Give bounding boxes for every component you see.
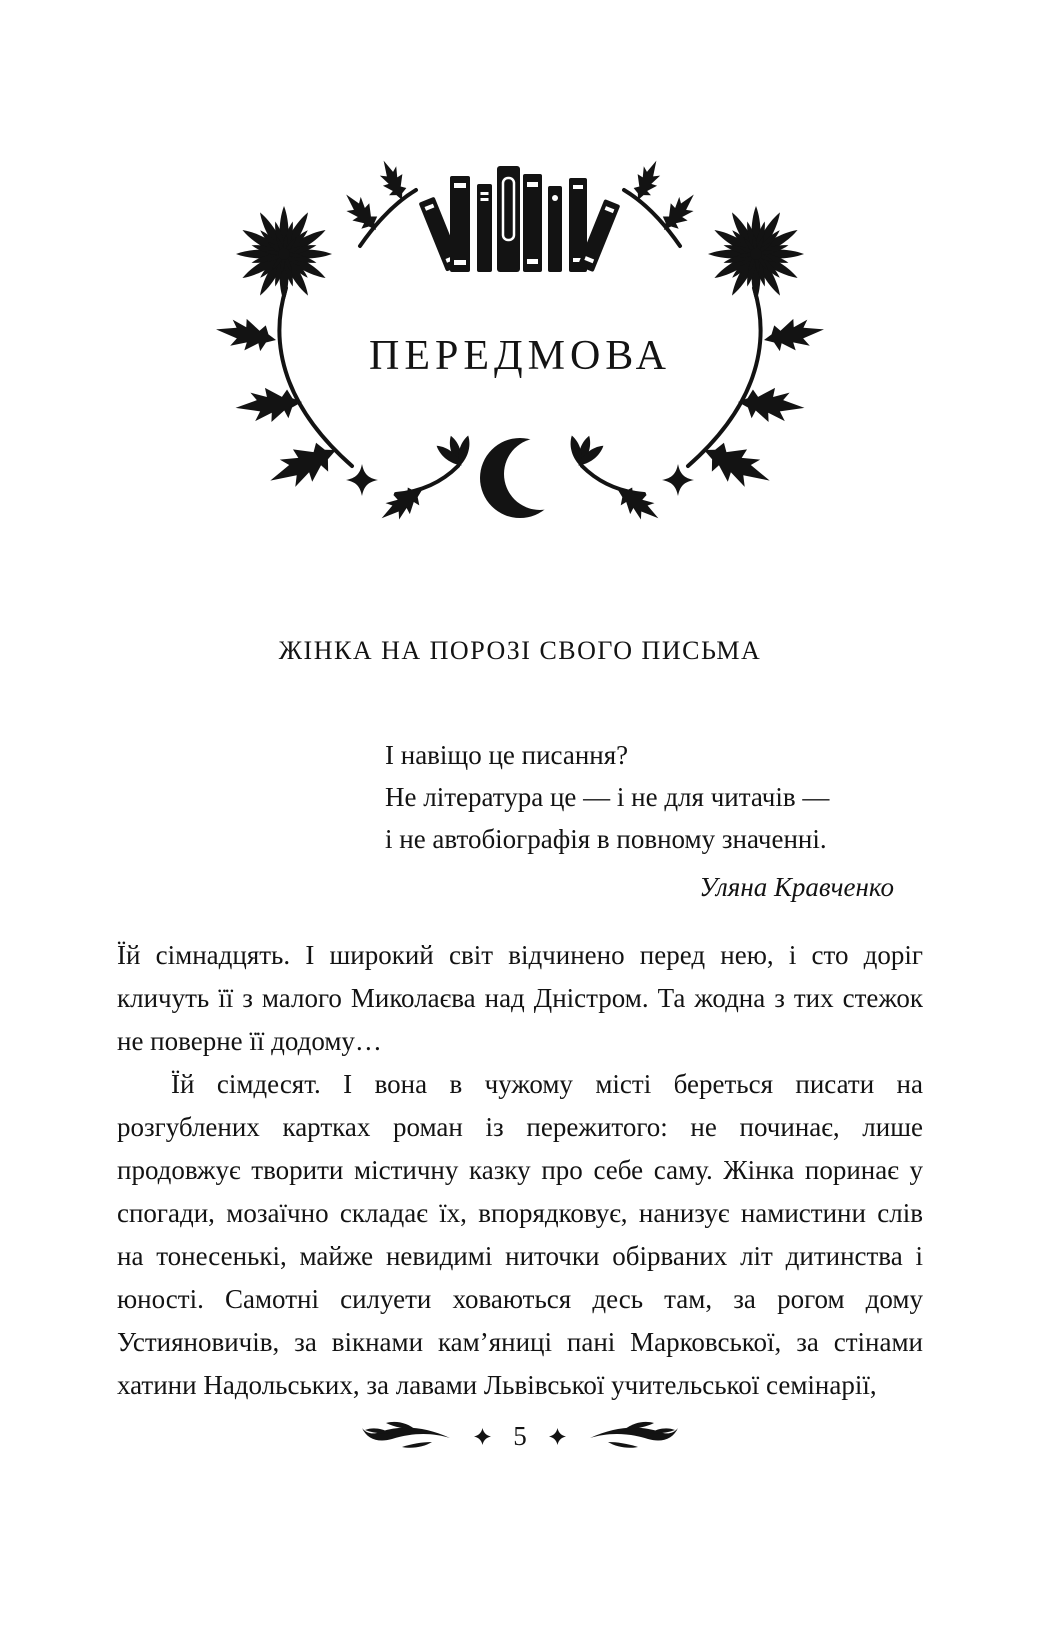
chapter-title: ПЕРЕДМОВА: [368, 333, 672, 379]
page-footer: [0, 1420, 1040, 1452]
leaf-flourish-right-icon: [588, 1420, 678, 1452]
epigraph-attribution: Уляна Кравченко: [699, 872, 894, 902]
body-text: [117, 934, 923, 1407]
epigraph-line-2: Не література це — і не для читачів —: [385, 782, 830, 812]
section-heading: ЖІНКА НА ПОРОЗІ СВОГО ПИСЬМА: [278, 636, 762, 665]
epigraph-line-3: і не автобіографія в повному значенні.: [385, 824, 827, 854]
page-number: 5: [513, 1421, 527, 1451]
paragraph-2: Їй сімдесят. І вона в чужому місті береться писати на розгублених картках роман із пережитого: не починає, лише продовжує творити містичну казку про себе саму. Жінка поринає у спогади, мозаїчно складає їх, впорядковує, нанизує намистини слів на тонесенькі, майже невидимі ниточки обірваних літ дитинства і юності. Самотні силуети ховаються десь там, за рогом дому Устияновичів, за вікнами кам’яниці пані Марковської, за стінами хатини Надольських, за лавами Львівської учительської семінарії,: [117, 1069, 923, 1400]
four-point-star-right-icon: [549, 1428, 566, 1445]
header-ornament: [210, 150, 830, 540]
epigraph-line-1: І навіщо це писання?: [385, 740, 629, 770]
crescent-moon-icon: [480, 438, 576, 518]
books-icon: [419, 166, 621, 272]
four-point-star-left-icon: [474, 1428, 491, 1445]
epigraph: [385, 734, 922, 908]
leaf-flourish-left-icon: [362, 1420, 452, 1452]
paragraph-1: Їй сімнадцять. І широкий світ відчинено перед нею, і сто доріг кличуть її з малого Миколаєва над Дністром. Та жодна з тих стежок не поверне її додому…: [117, 940, 923, 1056]
